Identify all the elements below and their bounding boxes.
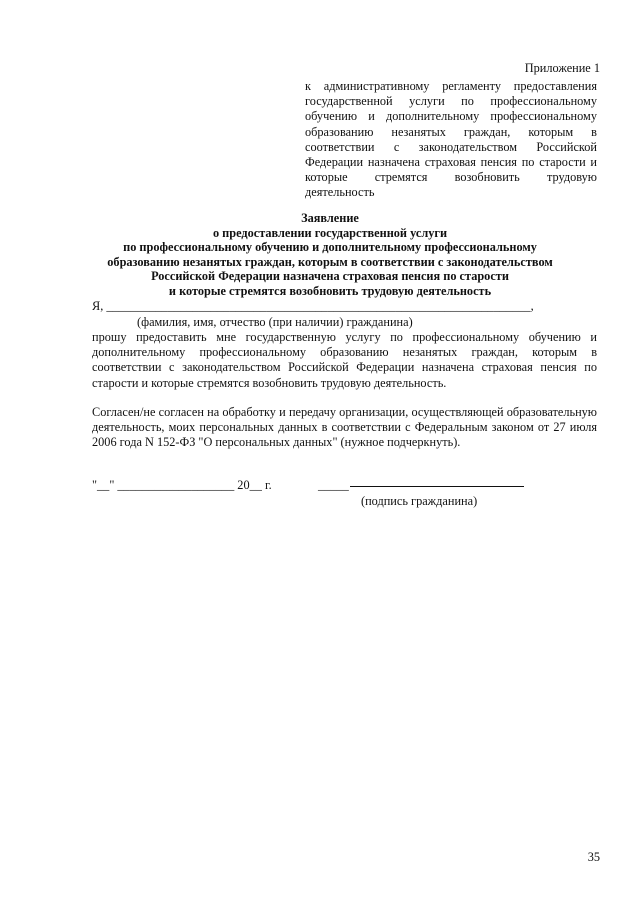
heading-line: о предоставлении государственной услуги [212,225,448,240]
heading-line: и которые стремятся возобновить трудовую деятельность [168,283,492,298]
heading-line: Заявление [301,211,359,225]
heading-line: по профессиональному обучению и дополнительному профессиональному [123,240,537,255]
applicant-name-line: Я, _____________________________________________________________________, [92,299,534,313]
date-line: "__" ___________________ 20__ г. [92,478,272,492]
signature-caption: (подпись гражданина) [361,494,478,508]
consent-paragraph: Согласен/не согласен на обработку и передачу организации, осуществляющей образовательную деятельность, моих персональных данных в соответствии с Федеральным законом от 27 июля 2006 года N 152-ФЗ "О персональных данных" (нужное подчеркнуть). [92,405,597,450]
appendix-title: Приложение 1 [524,61,600,75]
page-number: 35 [587,850,600,864]
request-paragraph: прошу предоставить мне государственную услугу по профессиональному обучению и дополнительному профессиональному образованию незанятых граждан, которым в соответствии с законодательством Российской Федерации назначена страховая пенсия по старости и которые стремятся возобновить трудовую деятельность. [92,330,597,390]
signature-line [318,477,524,493]
heading-line: образованию незанятых граждан, которым в соответствии с законодательством [107,254,553,269]
heading-line: Российской Федерации назначена страховая пенсия по старости [151,269,509,284]
applicant-name-caption: (фамилия, имя, отчество (при наличии) гражданина) [137,315,413,329]
application-heading [60,211,600,299]
signature-rule [350,486,524,487]
signature-prefix: _____ [318,478,349,492]
appendix-text: к административному регламенту предоставления государственной услуги по профессиональному обучению и дополнительному профессиональному образованию незанятых граждан, которым в соответствии с законодательством Российской Федерации назначена страховая пенсия по старости и которые стремятся возобновить трудовую деятельность [305,79,597,200]
